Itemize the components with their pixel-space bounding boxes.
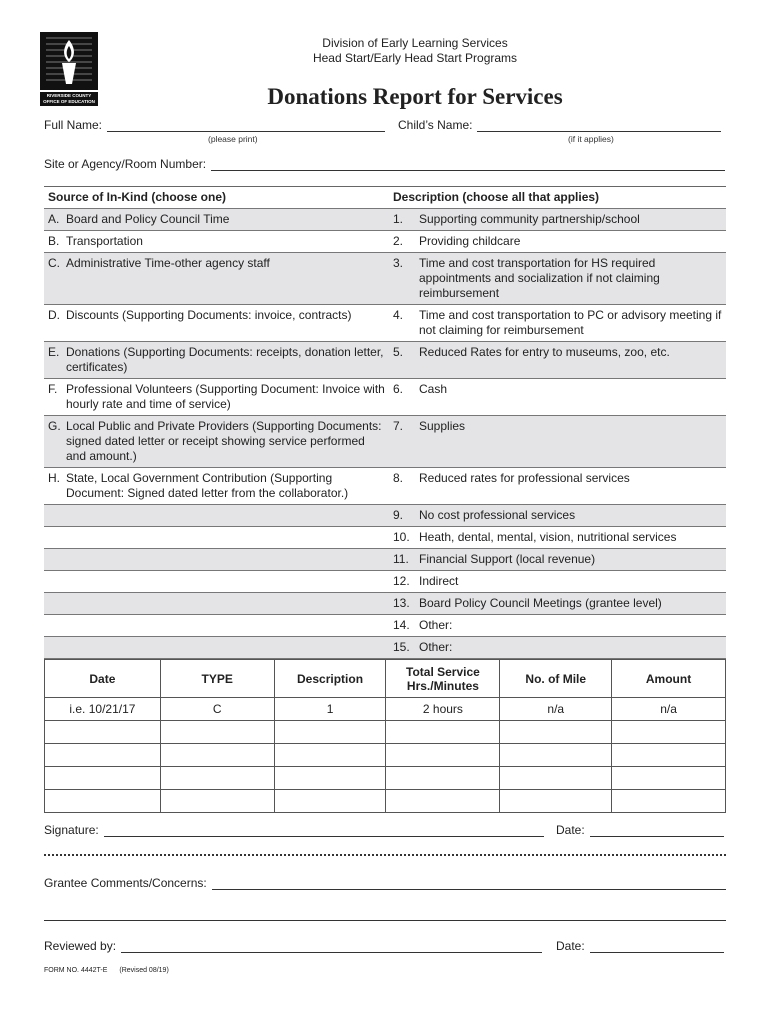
- source-cell[interactable]: [44, 505, 389, 526]
- description-cell[interactable]: [389, 549, 726, 570]
- log-cell[interactable]: 1: [274, 698, 386, 721]
- log-cell[interactable]: [386, 790, 500, 813]
- description-text: Reduced Rates for entry to museums, zoo, etc.: [419, 345, 670, 359]
- description-cell[interactable]: [389, 527, 726, 548]
- description-text: No cost professional services: [419, 508, 576, 522]
- inkind-table: [44, 186, 726, 659]
- description-cell[interactable]: [389, 342, 726, 378]
- source-cell[interactable]: [44, 342, 389, 378]
- source-cell[interactable]: [44, 253, 389, 304]
- log-cell[interactable]: [274, 790, 386, 813]
- source-letter: F.: [48, 382, 58, 396]
- source-cell[interactable]: [44, 593, 389, 614]
- description-text: Time and cost transportation to PC or advisory meeting if not claiming for reimbursement: [419, 308, 722, 337]
- inkind-row: [44, 342, 726, 379]
- source-letter: G.: [48, 419, 61, 433]
- table-row: [45, 767, 726, 790]
- log-cell[interactable]: i.e. 10/21/17: [45, 698, 161, 721]
- source-letter: [48, 530, 66, 545]
- source-text: Administrative Time-other agency staff: [66, 256, 270, 270]
- comments-field-line-2[interactable]: [44, 920, 726, 921]
- description-number: 3.: [393, 256, 404, 270]
- signature-date-field[interactable]: [590, 825, 724, 837]
- service-log-table: [44, 659, 726, 813]
- log-cell[interactable]: [500, 767, 612, 790]
- program-header: [250, 36, 580, 66]
- description-text: Other:: [419, 618, 453, 632]
- description-number: 7.: [393, 419, 404, 433]
- log-cell[interactable]: [160, 721, 274, 744]
- child-name-row: [398, 118, 721, 132]
- source-cell[interactable]: [44, 468, 389, 504]
- signature-field[interactable]: [104, 825, 544, 837]
- table-row: [45, 790, 726, 813]
- log-cell[interactable]: [612, 744, 726, 767]
- source-text: Professional Volunteers (Supporting Document: Invoice with hourly rate and time of service): [66, 382, 385, 411]
- reviewed-date-row: [556, 939, 724, 953]
- log-cell[interactable]: [45, 790, 161, 813]
- page-title: Donations Report for Services: [267, 84, 563, 109]
- description-cell[interactable]: [389, 231, 726, 252]
- source-cell[interactable]: [44, 379, 389, 415]
- description-cell[interactable]: [389, 571, 726, 592]
- description-text: Time and cost transportation for HS required appointments and socialization if not claiming reimbursement: [419, 256, 660, 300]
- description-cell[interactable]: [389, 416, 726, 467]
- description-cell[interactable]: [389, 593, 726, 614]
- comments-label: Grantee Comments/Concerns:: [44, 876, 207, 890]
- log-cell[interactable]: [612, 790, 726, 813]
- section-divider: [44, 854, 726, 856]
- log-cell[interactable]: [500, 721, 612, 744]
- description-cell[interactable]: [389, 379, 726, 415]
- inkind-row: [44, 505, 726, 527]
- inkind-row: [44, 593, 726, 615]
- source-cell[interactable]: [44, 527, 389, 548]
- source-cell[interactable]: [44, 231, 389, 252]
- program-name: Head Start/Early Head Start Programs: [312, 51, 518, 65]
- inkind-row: [44, 549, 726, 571]
- form-number: FORM NO. 4442T-E: [44, 967, 108, 974]
- inkind-row: [44, 527, 726, 549]
- comments-row: [44, 876, 726, 890]
- description-text: Heath, dental, mental, vision, nutritional services: [419, 530, 677, 544]
- log-cell[interactable]: [612, 767, 726, 790]
- table-row: [45, 698, 726, 721]
- source-letter: [48, 508, 66, 523]
- source-letter: [48, 596, 66, 611]
- full-name-hint: (please print): [208, 134, 258, 144]
- source-letter: [48, 574, 66, 589]
- log-header-description: Description: [274, 660, 386, 698]
- signature-date-label: Date:: [556, 823, 585, 837]
- description-cell[interactable]: [389, 209, 726, 230]
- log-cell[interactable]: n/a: [500, 698, 612, 721]
- log-cell[interactable]: [45, 721, 161, 744]
- source-letter: B.: [48, 234, 60, 248]
- description-text: Reduced rates for professional services: [419, 471, 630, 485]
- log-cell[interactable]: 2 hours: [386, 698, 500, 721]
- description-text: Financial Support (local revenue): [419, 552, 596, 566]
- log-cell[interactable]: [160, 767, 274, 790]
- description-number: 2.: [393, 234, 404, 248]
- description-number: 10.: [393, 530, 410, 544]
- log-cell[interactable]: [386, 744, 500, 767]
- source-letter: D.: [48, 308, 60, 322]
- source-cell[interactable]: [44, 549, 389, 570]
- full-name-row: [44, 118, 385, 132]
- log-cell[interactable]: [160, 790, 274, 813]
- child-name-field[interactable]: [477, 120, 721, 132]
- log-cell[interactable]: [45, 744, 161, 767]
- full-name-field[interactable]: [107, 120, 385, 132]
- source-text: Board and Policy Council Time: [66, 212, 230, 226]
- description-text: Supplies: [419, 419, 466, 433]
- log-cell[interactable]: [45, 767, 161, 790]
- inkind-header-row: [44, 187, 726, 209]
- reviewed-label: Reviewed by:: [44, 939, 117, 953]
- inkind-row: [44, 637, 726, 659]
- form-footer: [44, 967, 169, 974]
- description-text: Supporting community partnership/school: [419, 212, 640, 226]
- log-cell[interactable]: [386, 767, 500, 790]
- source-cell[interactable]: [44, 209, 389, 230]
- log-header-amount: Amount: [612, 660, 726, 698]
- log-cell[interactable]: C: [160, 698, 274, 721]
- source-letter: [48, 640, 66, 655]
- description-number: 12.: [393, 574, 410, 588]
- description-number: 5.: [393, 345, 404, 359]
- source-letter: [48, 618, 66, 633]
- signature-date-row: [556, 823, 724, 837]
- comments-field[interactable]: [212, 878, 726, 890]
- description-number: 8.: [393, 471, 404, 485]
- source-text: Local Public and Private Providers (Supporting Documents: signed dated letter or receipt showing service performed and amount.): [66, 419, 382, 463]
- source-text: State, Local Government Contribution (Supporting Document: Signed dated letter from the collaborator.): [66, 471, 349, 500]
- description-number: 15.: [393, 640, 410, 654]
- log-cell[interactable]: [612, 721, 726, 744]
- source-letter: [48, 552, 66, 567]
- reviewed-date-field[interactable]: [590, 941, 724, 953]
- log-cell[interactable]: [160, 744, 274, 767]
- log-cell[interactable]: [500, 744, 612, 767]
- source-text: Discounts (Supporting Documents: invoice, contracts): [66, 308, 352, 322]
- description-number: 14.: [393, 618, 410, 632]
- torch-emblem-icon: [40, 32, 98, 90]
- site-row: [44, 157, 725, 171]
- description-text: Indirect: [419, 574, 459, 588]
- description-text: Board Policy Council Meetings (grantee level): [419, 596, 662, 610]
- source-letter: A.: [48, 212, 60, 226]
- log-header-type: TYPE: [160, 660, 274, 698]
- revised-date: (Revised 08/19): [119, 967, 169, 974]
- description-number: 6.: [393, 382, 404, 396]
- inkind-row: [44, 305, 726, 342]
- log-cell[interactable]: [274, 767, 386, 790]
- log-header-date: Date: [45, 660, 161, 698]
- logo-caption: RIVERSIDE COUNTY OFFICE OF EDUCATION: [40, 92, 98, 106]
- log-cell[interactable]: [500, 790, 612, 813]
- source-cell[interactable]: [44, 615, 389, 636]
- description-text: Providing childcare: [419, 234, 521, 248]
- description-number: 9.: [393, 508, 404, 522]
- inkind-row: [44, 468, 726, 505]
- inkind-row: [44, 416, 726, 468]
- inkind-row: [44, 615, 726, 637]
- source-text: Transportation: [66, 234, 143, 248]
- source-cell[interactable]: [44, 416, 389, 467]
- inkind-row: [44, 209, 726, 231]
- division-name: Division of Early Learning Services: [322, 36, 508, 50]
- description-cell[interactable]: [389, 468, 726, 504]
- description-number: 1.: [393, 212, 404, 226]
- inkind-row: [44, 253, 726, 305]
- description-text: Other:: [419, 640, 453, 654]
- child-name-hint: (if it applies): [568, 134, 614, 144]
- description-header: Description (choose all that applies): [393, 190, 600, 204]
- table-row: [45, 721, 726, 744]
- description-text: Cash: [419, 382, 448, 396]
- description-cell[interactable]: [389, 253, 726, 304]
- inkind-row: [44, 231, 726, 253]
- log-header-row: [45, 660, 726, 698]
- description-number: 13.: [393, 596, 410, 610]
- source-letter: H.: [48, 471, 60, 485]
- description-number: 11.: [393, 552, 409, 566]
- description-number: 4.: [393, 308, 404, 322]
- source-cell[interactable]: [44, 571, 389, 592]
- source-letter: C.: [48, 256, 60, 270]
- description-cell[interactable]: [389, 615, 726, 636]
- reviewed-date-label: Date:: [556, 939, 585, 953]
- source-text: Donations (Supporting Documents: receipts, donation letter, certificates): [66, 345, 384, 374]
- log-cell[interactable]: [386, 721, 500, 744]
- signature-row: [44, 823, 544, 837]
- source-cell[interactable]: [44, 637, 389, 658]
- inkind-row: [44, 571, 726, 593]
- signature-label: Signature:: [44, 823, 99, 837]
- source-header: Source of In-Kind (choose one): [48, 190, 227, 204]
- source-cell[interactable]: [44, 305, 389, 341]
- reviewed-field[interactable]: [121, 941, 542, 953]
- riverside-logo: [40, 32, 98, 104]
- description-cell[interactable]: [389, 305, 726, 341]
- description-cell[interactable]: [389, 505, 726, 526]
- log-header-miles: No. of Mile: [500, 660, 612, 698]
- log-cell[interactable]: [274, 721, 386, 744]
- site-field[interactable]: [211, 159, 725, 171]
- site-label: Site or Agency/Room Number:: [44, 157, 207, 171]
- inkind-row: [44, 379, 726, 416]
- reviewed-row: [44, 939, 542, 953]
- source-letter: E.: [48, 345, 60, 359]
- log-cell[interactable]: n/a: [612, 698, 726, 721]
- log-header-total-service: Total Service Hrs./Minutes: [386, 660, 500, 698]
- log-cell[interactable]: [274, 744, 386, 767]
- full-name-label: Full Name:: [44, 118, 103, 132]
- description-cell[interactable]: [389, 637, 726, 658]
- child-name-label: Child’s Name:: [398, 118, 473, 132]
- table-row: [45, 744, 726, 767]
